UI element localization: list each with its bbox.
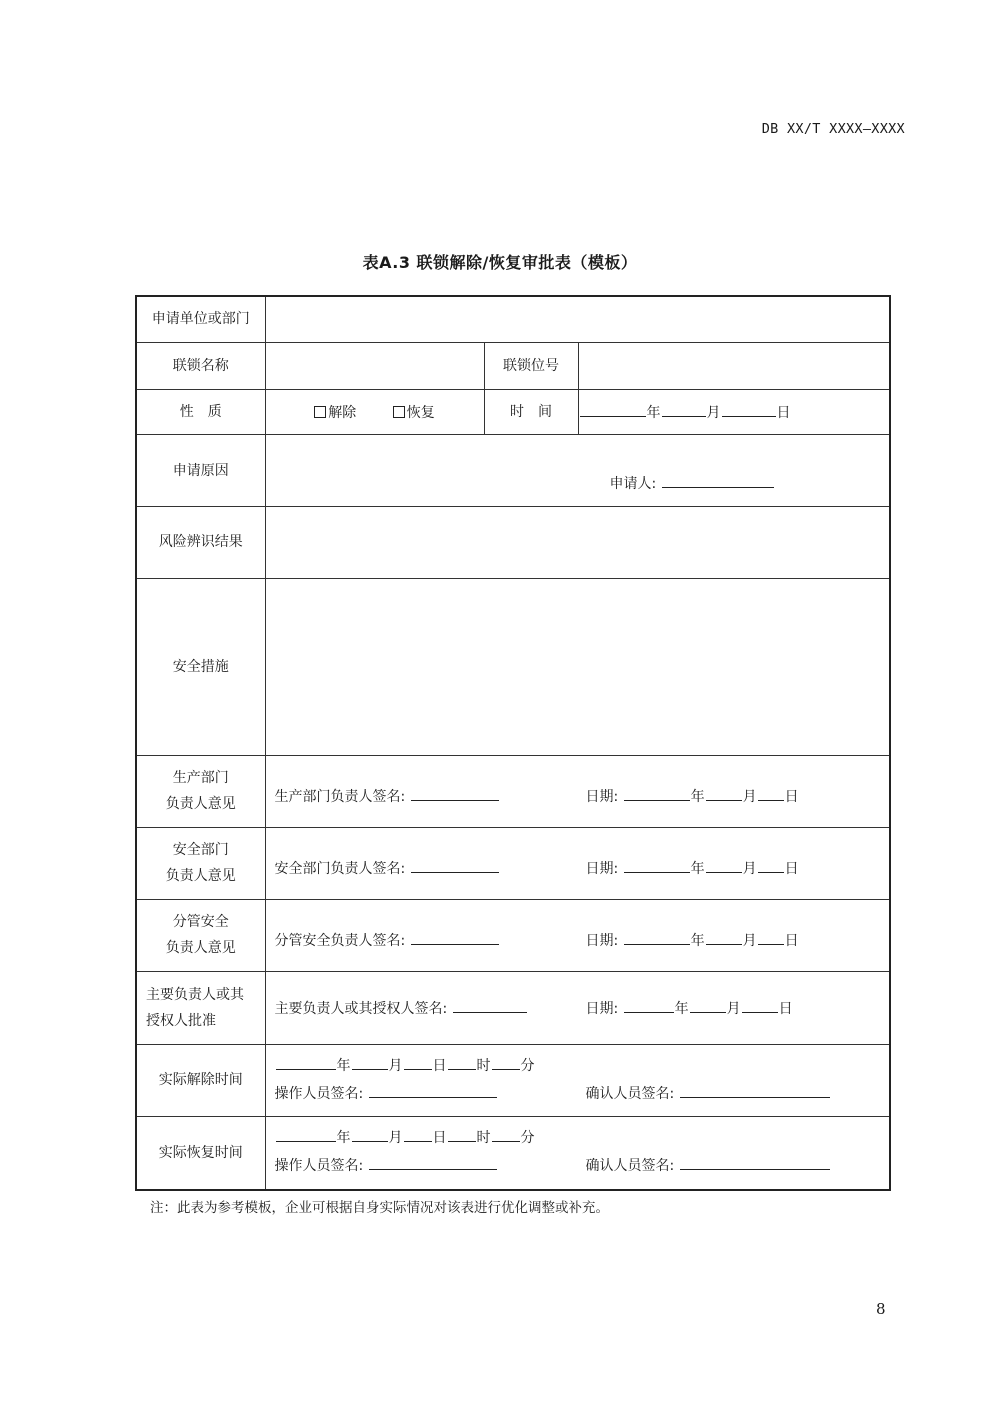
approval-form-table	[135, 295, 891, 1191]
nature-label: 性质	[179, 403, 236, 420]
nature-options	[265, 389, 484, 434]
page-title: 表A.3 联锁解除/恢复审批表（模板）	[362, 253, 638, 272]
checkbox-release-icon[interactable]	[314, 406, 326, 418]
row-branch-safety	[136, 899, 890, 971]
actual-restore-field[interactable]: 年 月 日 时 分 操作人员签名: 确认人员签名:	[265, 1116, 890, 1190]
production-dept-field[interactable]: 生产部门负责人签名: 日期: 年 月 日	[265, 755, 890, 827]
row-production-dept	[136, 755, 890, 827]
actual-release-label: 实际解除时间	[136, 1044, 265, 1116]
time-date-field[interactable]: 年 月 日	[578, 389, 890, 434]
row-interlock-name	[136, 342, 890, 389]
row-safety-dept	[136, 827, 890, 899]
applicant-unit-field[interactable]	[265, 296, 890, 342]
option-restore[interactable]	[393, 405, 435, 421]
actual-restore-label: 实际恢复时间	[136, 1116, 265, 1190]
interlock-tag-field[interactable]	[578, 342, 890, 389]
safety-dept-field[interactable]: 安全部门负责人签名: 日期: 年 月 日	[265, 827, 890, 899]
row-measures	[136, 578, 890, 755]
risk-label: 风险辨识结果	[136, 506, 265, 578]
applicant-unit-label: 申请单位或部门	[136, 296, 265, 342]
chief-approval-field[interactable]: 主要负责人或其授权人签名: 日期: 年 月 日	[265, 971, 890, 1044]
row-actual-restore	[136, 1116, 890, 1190]
measures-label: 安全措施	[136, 578, 265, 755]
reason-field[interactable]	[265, 434, 890, 506]
interlock-tag-label: 联锁位号	[484, 342, 578, 389]
measures-field[interactable]	[265, 578, 890, 755]
interlock-name-field[interactable]	[265, 342, 484, 389]
document-code: DB XX/T XXXX—XXXX	[761, 121, 905, 137]
row-reason	[136, 434, 890, 506]
interlock-name-label: 联锁名称	[136, 342, 265, 389]
row-chief-approval	[136, 971, 890, 1044]
option-release[interactable]	[314, 405, 356, 421]
actual-release-field[interactable]: 年 月 日 时 分 操作人员签名: 确认人员签名:	[265, 1044, 890, 1116]
row-risk	[136, 506, 890, 578]
checkbox-restore-icon[interactable]	[393, 406, 405, 418]
branch-safety-label: 分管安全 负责人意见	[136, 899, 265, 971]
time-label: 时间	[510, 403, 566, 420]
safety-dept-label: 安全部门 负责人意见	[136, 827, 265, 899]
page-number: 8	[876, 1300, 886, 1318]
row-actual-release	[136, 1044, 890, 1116]
footnote: 注：此表为参考模板，企业可根据自身实际情况对该表进行优化调整或补充。	[150, 1200, 609, 1216]
option-restore-label: 恢复	[406, 404, 435, 421]
branch-safety-field[interactable]: 分管安全负责人签名: 日期: 年 月 日	[265, 899, 890, 971]
risk-field[interactable]	[265, 506, 890, 578]
reason-label: 申请原因	[136, 434, 265, 506]
chief-approval-label: 主要负责人或其 授权人批准	[136, 971, 265, 1044]
production-dept-label: 生产部门 负责人意见	[136, 755, 265, 827]
option-release-label: 解除	[328, 404, 357, 421]
applicant-signature: 申请人:	[610, 473, 775, 493]
row-applicant-unit	[136, 296, 890, 342]
row-nature	[136, 389, 890, 434]
